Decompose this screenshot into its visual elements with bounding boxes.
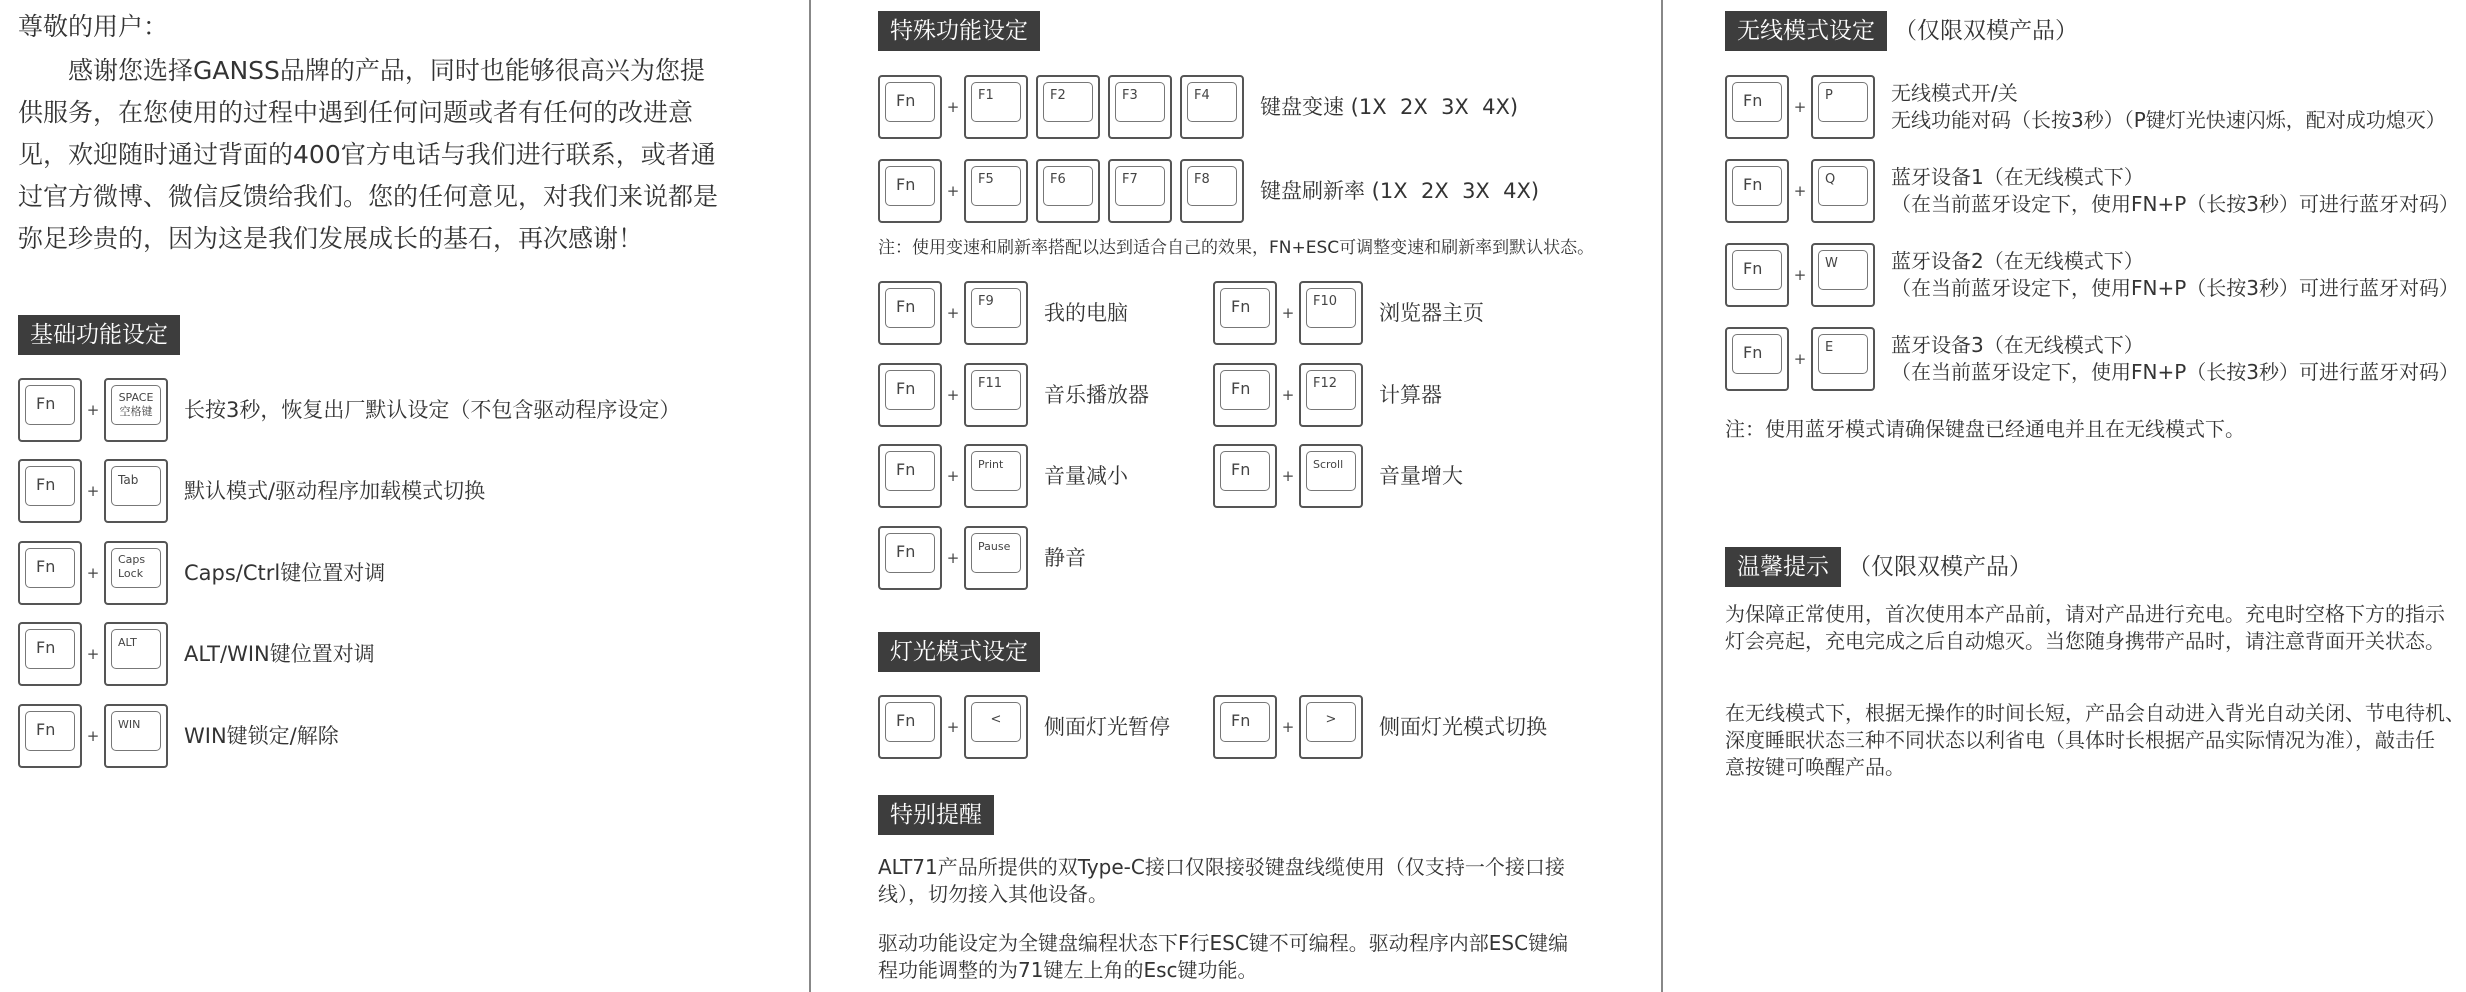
special-pair	[1213, 280, 1484, 346]
alt-key: ALT	[104, 622, 168, 686]
intro-line: 过官方微博、微信反馈给我们。您的任何意见，对我们来说都是	[18, 182, 719, 211]
plus-sign: +	[86, 645, 100, 663]
intro-paragraph	[18, 50, 738, 260]
plus-sign: +	[1793, 98, 1807, 116]
special-note: 注：使用变速和刷新率搭配以达到适合自己的效果，FN+ESC可调整变速和刷新率到默认状态。	[878, 238, 1595, 258]
intro-line: 供服务，在您使用的过程中遇到任何问题或者有任何的改进意	[18, 98, 694, 127]
plus-sign: +	[1793, 266, 1807, 284]
wireless-row-text: 蓝牙设备3（在无线模式下） （在当前蓝牙设定下，使用FN+P（长按3秒）可进行蓝牙对码）	[1891, 333, 2460, 384]
f8-key: F8	[1180, 159, 1244, 223]
fn-key: Fn	[1725, 243, 1789, 307]
basic-row	[18, 540, 385, 606]
fn-key: Fn	[878, 75, 942, 139]
fn-key: Fn	[1213, 695, 1277, 759]
pair-label: 浏览器主页	[1379, 301, 1484, 325]
light-row	[878, 694, 1170, 760]
p-key: P	[1811, 75, 1875, 139]
plus-sign: +	[946, 386, 960, 404]
f7-key: F7	[1108, 159, 1172, 223]
speed-label: 键盘变速 (1X 2X 3X 4X)	[1260, 95, 1519, 119]
plus-sign: +	[1793, 350, 1807, 368]
fn-key: Fn	[18, 459, 82, 523]
intro-line: 感谢您选择GANSS品牌的产品，同时也能够很高兴为您提	[68, 56, 705, 85]
f9-key: F9	[964, 281, 1028, 345]
wireless-qualifier: （仅限双模产品）	[1894, 18, 2078, 44]
pair-label: 音乐播放器	[1044, 383, 1149, 407]
f3-key: F3	[1108, 75, 1172, 139]
f4-key: F4	[1180, 75, 1244, 139]
column-intro-basic	[0, 0, 808, 992]
w-key: W	[1811, 243, 1875, 307]
fn-key: Fn	[18, 622, 82, 686]
caps-lock-key: Caps Lock	[104, 541, 168, 605]
fn-key: Fn	[878, 695, 942, 759]
reminder-paragraph-1: ALT71产品所提供的双Type-C接口仅限接驳键盘线缆使用（仅支持一个接口接 线），切勿接入其他设备。	[878, 855, 1565, 906]
basic-row	[18, 621, 375, 687]
plus-sign: +	[1793, 182, 1807, 200]
print-key: Print	[964, 444, 1028, 508]
fn-key: Fn	[1213, 363, 1277, 427]
light-section-title: 灯光模式设定	[878, 632, 1040, 672]
wireless-row-text: 蓝牙设备1（在无线模式下） （在当前蓝牙设定下，使用FN+P（长按3秒）可进行蓝牙对码）	[1891, 165, 2460, 216]
basic-row-label: 长按3秒，恢复出厂默认设定（不包含驱动程序设定）	[184, 398, 681, 422]
plus-sign: +	[86, 564, 100, 582]
plus-sign: +	[1281, 304, 1295, 322]
pair-label: 音量增大	[1379, 464, 1463, 488]
pair-label: 静音	[1044, 546, 1086, 570]
light-row	[1213, 694, 1547, 760]
fn-key: Fn	[878, 159, 942, 223]
f10-key: F10	[1299, 281, 1363, 345]
wireless-row	[1725, 326, 2459, 392]
fn-key: Fn	[878, 526, 942, 590]
f2-key: F2	[1036, 75, 1100, 139]
special-pair	[878, 525, 1086, 591]
wireless-row-text: 无线模式开/关 无线功能对码（长按3秒）（P键灯光快速闪烁，配对成功熄灭）	[1891, 81, 2446, 132]
fn-key: Fn	[1213, 281, 1277, 345]
column-wireless-tips	[1662, 0, 2466, 992]
reminder-section-title: 特别提醒	[878, 795, 994, 835]
special-pair	[878, 362, 1149, 428]
column-special-light	[810, 0, 1660, 992]
plus-sign: +	[86, 727, 100, 745]
fn-key: Fn	[1725, 159, 1789, 223]
wireless-row	[1725, 158, 2459, 224]
basic-row-label: Caps/Ctrl键位置对调	[184, 561, 386, 585]
pause-key: Pause	[964, 526, 1028, 590]
tips-qualifier: （仅限双模产品）	[1848, 554, 2032, 580]
tips-section-title: 温馨提示	[1725, 547, 1841, 587]
basic-row-label: WIN键锁定/解除	[184, 724, 339, 748]
greater-than-key: >	[1299, 695, 1363, 759]
plus-sign: +	[946, 549, 960, 567]
wireless-note: 注：使用蓝牙模式请确保键盘已经通电并且在无线模式下。	[1725, 417, 2245, 441]
less-than-key: <	[964, 695, 1028, 759]
pair-label: 我的电脑	[1044, 301, 1128, 325]
plus-sign: +	[1281, 386, 1295, 404]
basic-row	[18, 377, 680, 443]
basic-row	[18, 703, 339, 769]
f1-key: F1	[964, 75, 1028, 139]
wireless-row-text: 蓝牙设备2（在无线模式下） （在当前蓝牙设定下，使用FN+P（长按3秒）可进行蓝牙对码）	[1891, 249, 2460, 300]
e-key: E	[1811, 327, 1875, 391]
q-key: Q	[1811, 159, 1875, 223]
plus-sign: +	[946, 98, 960, 116]
plus-sign: +	[946, 182, 960, 200]
fn-key: Fn	[18, 378, 82, 442]
f6-key: F6	[1036, 159, 1100, 223]
light-label: 侧面灯光模式切换	[1379, 715, 1547, 739]
f12-key: F12	[1299, 363, 1363, 427]
fn-key: Fn	[18, 541, 82, 605]
plus-sign: +	[946, 304, 960, 322]
plus-sign: +	[86, 482, 100, 500]
f5-key: F5	[964, 159, 1028, 223]
scroll-key: Scroll	[1299, 444, 1363, 508]
reminder-paragraph-2: 驱动功能设定为全键盘编程状态下F行ESC键不可编程。驱动程序内部ESC键编 程功能调整的为71键左上角的Esc键功能。	[878, 931, 1569, 982]
fn-key: Fn	[878, 444, 942, 508]
light-label: 侧面灯光暂停	[1044, 715, 1170, 739]
plus-sign: +	[946, 467, 960, 485]
fn-key: Fn	[878, 363, 942, 427]
basic-row	[18, 458, 485, 524]
basic-section-title: 基础功能设定	[18, 315, 180, 355]
special-pair	[1213, 362, 1442, 428]
f11-key: F11	[964, 363, 1028, 427]
wireless-section-title: 无线模式设定	[1725, 11, 1887, 51]
wireless-row	[1725, 74, 2446, 140]
special-section-title: 特殊功能设定	[878, 11, 1040, 51]
pair-label: 计算器	[1379, 383, 1442, 407]
rate-label: 键盘刷新率 (1X 2X 3X 4X)	[1260, 179, 1540, 203]
tips-paragraph-2: 在无线模式下，根据无操作的时间长短，产品会自动进入背光自动关闭、节电待机、 深度睡眠状态三种不同状态以利省电（具体时长根据产品实际情况为准），敲击任 意按键可唤醒产品。	[1725, 701, 2465, 779]
wireless-row	[1725, 242, 2459, 308]
fn-key: Fn	[1213, 444, 1277, 508]
rate-row	[878, 158, 1539, 224]
plus-sign: +	[1281, 467, 1295, 485]
special-pair	[878, 280, 1128, 346]
fn-key: Fn	[1725, 75, 1789, 139]
plus-sign: +	[86, 401, 100, 419]
pair-label: 音量减小	[1044, 464, 1128, 488]
tips-paragraph-1: 为保障正常使用，首次使用本产品前，请对产品进行充电。充电时空格下方的指示 灯会亮起，充电完成之后自动熄灭。当您随身携带产品时，请注意背面开关状态。	[1725, 602, 2445, 653]
greeting: 尊敬的用户：	[18, 12, 169, 41]
basic-row-label: ALT/WIN键位置对调	[184, 642, 375, 666]
plus-sign: +	[1281, 718, 1295, 736]
special-pair	[1213, 443, 1463, 509]
fn-key: Fn	[1725, 327, 1789, 391]
plus-sign: +	[946, 718, 960, 736]
fn-key: Fn	[18, 704, 82, 768]
speed-row	[878, 74, 1518, 140]
tab-key: Tab	[104, 459, 168, 523]
special-pair	[878, 443, 1128, 509]
fn-key: Fn	[878, 281, 942, 345]
space-key: SPACE 空格键	[104, 378, 168, 442]
basic-row-label: 默认模式/驱动程序加载模式切换	[184, 479, 486, 503]
intro-line: 弥足珍贵的，因为这是我们发展成长的基石，再次感谢！	[18, 224, 644, 253]
intro-line: 见，欢迎随时通过背面的400官方电话与我们进行联系，或者通	[18, 140, 716, 169]
win-key: WIN	[104, 704, 168, 768]
